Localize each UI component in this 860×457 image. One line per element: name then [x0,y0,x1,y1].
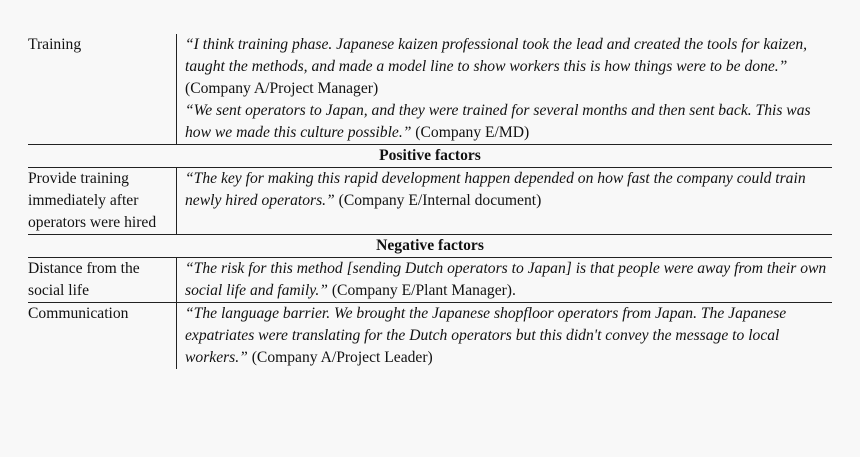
row-label: Training [28,36,82,53]
quote-source: (Company E/Internal document) [334,192,542,209]
quote-entry [185,34,832,100]
row-label: Provide training immediately after operators were hired [28,170,157,231]
quote-source: (Company A/Project Manager) [185,80,379,97]
quote-text: “I think training phase. Japanese kaizen professional took the lead and created the tools for kaizen, taught the methods, and made a model line to show workers this is how things were to be done.” [185,36,808,75]
row-label: Distance from the social life [28,260,140,299]
quote-entry [185,100,832,144]
findings-table [28,34,832,369]
quote-source: (Company E/MD) [411,124,530,141]
table-row [28,34,832,144]
row-quotes [176,303,832,369]
quote-entry [185,303,832,369]
quote-text: “The key for making this rapid development happen depended on how fast the company could train newly hired operators.” [185,170,806,209]
table-row [28,257,832,302]
quote-source: (Company A/Project Leader) [247,349,433,366]
quote-text: “The language barrier. We brought the Japanese shopfloor operators from Japan. The Japanese expatriates were translating for the Dutch operators but this didn't convey the message to local workers.” [185,305,787,366]
quote-text: “We sent operators to Japan, and they were trained for several months and then sent back. This was how we made this culture possible.” [185,102,811,141]
table-row [28,167,832,234]
row-label: Communication [28,305,129,322]
section-header-positive: Positive factors [28,144,832,167]
row-quotes [176,34,832,144]
row-quotes [176,258,832,302]
quote-text: “The risk for this method [sending Dutch operators to Japan] is that people were away from their own social life and family.” [185,260,827,299]
quote-source: (Company E/Plant Manager). [327,282,516,299]
row-quotes [176,168,832,234]
quote-entry [185,258,832,302]
section-header-negative: Negative factors [28,234,832,257]
quote-entry [185,168,832,212]
table-row [28,302,832,369]
